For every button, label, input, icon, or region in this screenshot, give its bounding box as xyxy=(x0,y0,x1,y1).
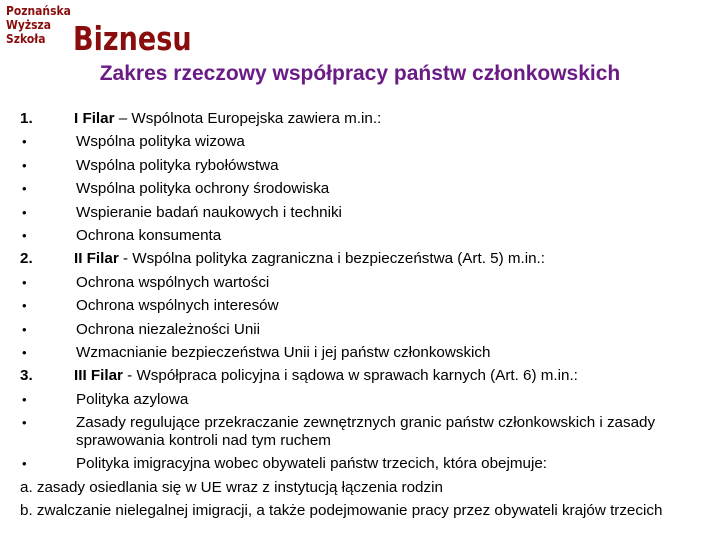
list-item: • Wspólna polityka wizowa xyxy=(22,133,245,151)
bullet-icon: • xyxy=(22,298,27,314)
pillar-2-desc: - Wspólna polityka zagraniczna i bezpieczeństwa (Art. 5) m.in.: xyxy=(118,250,546,268)
bullet-icon: • xyxy=(22,134,27,150)
bullet-icon: • xyxy=(22,321,27,337)
list-item: • Wzmacnianie bezpieczeństwa Unii i jej państw członkowskich xyxy=(22,343,491,361)
logo-line-3: Szkoła xyxy=(6,31,46,46)
bullet-icon: • xyxy=(22,274,27,290)
bullet-icon: • xyxy=(22,415,27,431)
pillar-1-desc: – Wspólnota Europejska zawiera m.in.: xyxy=(114,110,382,127)
bullet-icon: • xyxy=(22,204,27,220)
list-item: • Polityka azylowa xyxy=(22,390,189,408)
list-item: • Zasady regulujące przekraczanie zewnętrznych granic państw członkowskich i zasady sprawowania kontroli nad tym ruchem xyxy=(22,414,656,450)
list-item: • Ochrona konsumenta xyxy=(22,226,222,244)
slide-content xyxy=(20,110,710,526)
logo-line-1: Poznańska xyxy=(6,3,71,18)
bullet-icon: • xyxy=(22,456,27,472)
pillar-3-desc: - Współpraca policyjna i sądowa w sprawach karnych (Art. 6) m.in.: xyxy=(122,367,578,385)
slide-title: Zakres rzeczowy współpracy państw członkowskich xyxy=(99,62,621,85)
logo-small-text xyxy=(6,4,71,46)
list-item: • Wspólna polityka rybołówstwa xyxy=(22,156,279,174)
pillar-2-name: II Filar xyxy=(74,250,119,268)
bullet-icon: • xyxy=(22,157,27,173)
list-item: • Ochrona wspólnych wartości xyxy=(22,273,270,291)
pillar-1-number: 1. xyxy=(20,110,33,127)
logo-big-text: Biznesu xyxy=(73,19,192,58)
pillar-1-heading xyxy=(20,110,710,128)
sub-item-a: a. zasady osiedlania się w UE wraz z instytucją łączenia rodzin xyxy=(20,478,443,496)
list-item: • Wspólna polityka ochrony środowiska xyxy=(22,180,330,198)
pillar-3-number: 3. xyxy=(20,367,33,385)
list-item: • Wspieranie badań naukowych i techniki xyxy=(22,203,342,221)
list-item: • Ochrona niezależności Unii xyxy=(22,320,261,338)
list-item: • Ochrona wspólnych interesów xyxy=(22,297,279,315)
pillar-3-heading xyxy=(20,367,710,385)
logo-line-2: Wyższa xyxy=(6,17,52,32)
pillar-2-heading xyxy=(20,250,710,268)
bullet-icon: • xyxy=(22,181,27,197)
bullet-icon: • xyxy=(22,344,27,360)
bullet-icon: • xyxy=(22,227,27,243)
pillar-3-name: III Filar xyxy=(74,367,123,385)
list-item: • Polityka imigracyjna wobec obywateli państw trzecich, która obejmuje: xyxy=(22,455,548,473)
pillar-2-number: 2. xyxy=(20,250,33,268)
pillar-1-name: I Filar xyxy=(74,110,115,127)
sub-item-b: b. zwalczanie nielegalnej imigracji, a także podejmowanie pracy przez obywateli krajów trzecich xyxy=(20,502,663,520)
school-logo xyxy=(6,3,192,58)
bullet-icon: • xyxy=(22,391,27,407)
